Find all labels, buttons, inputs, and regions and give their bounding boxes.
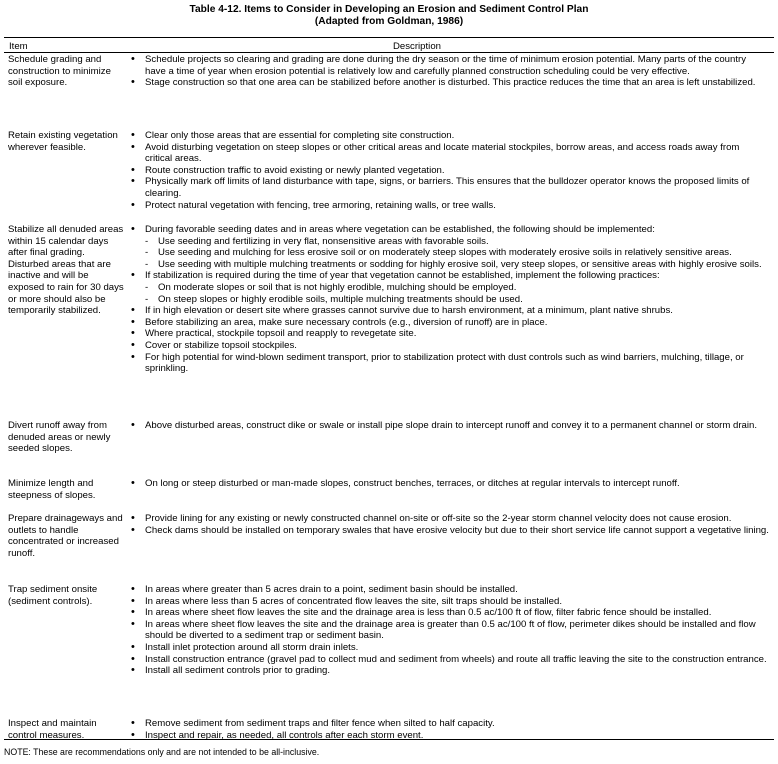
bullet-item: • Provide lining for any existing or newly constructed channel on-site or off-site so the 2-year storm channel velocity does not cause erosion. [131,513,769,525]
bullet-item: • Protect natural vegetation with fencing, tree armoring, retaining walls, or tree walls. [131,200,769,212]
bullet-item: • Clear only those areas that are essential for completing site construction. [131,130,769,142]
item-cell: Inspect and maintain control measures. [8,718,97,741]
item-cell: Divert runoff away from denuded areas or newly seeded slopes. [8,420,111,455]
footnote: NOTE: These are recommendations only and are not intended to be all-inclusive. [4,747,320,757]
item-cell: Minimize length and steepness of slopes. [8,478,96,501]
sub-item: - Use seeding with multiple mulching treatments or sodding for highly erosive soil, very steep slopes, or sensitive areas with highly erosive soils. [131,259,769,271]
table-row [0,478,778,501]
description-cell [131,513,769,536]
description-cell [131,718,769,741]
header-rule [4,52,774,53]
table-row [0,420,778,455]
bullet-item: • Physically mark off limits of land disturbance with tape, signs, or barriers. This ensures that the bulldozer operator knows the proposed limits of clearing. [131,176,769,199]
table-row [0,130,778,211]
bullet-item: • Stage construction so that one area can be stabilized before another is disturbed. This practice reduces the time that an area is left unstabilized. [131,77,769,89]
table-title-line2: (Adapted from Goldman, 1986) [314,16,464,28]
bullet-item: • In areas where greater than 5 acres drain to a point, sediment basin should be installed. [131,584,769,596]
bullet-item: • In areas where sheet flow leaves the site and the drainage area is less than 0.5 ac/100 ft of flow, filter fabric fence should be installed. [131,607,769,619]
bullet-item: • Cover or stabilize topsoil stockpiles. [131,340,769,352]
description-cell [131,478,769,490]
description-cell [131,224,769,375]
bullet-item: • Install all sediment controls prior to grading. [131,665,769,677]
top-rule [4,37,774,38]
table-row [0,54,778,89]
description-cell [131,130,769,211]
item-cell: Schedule grading and construction to minimize soil exposure. [8,54,111,89]
bullet-item: • Check dams should be installed on temporary swales that have erosive velocity but due to their short service life cannot support a vegetative lining. [131,525,769,537]
bullet-item: • Schedule projects so clearing and grading are done during the dry season or the time of minimum erosion potential. Many parts of the country have a time of year when erosion potential is relatively low and carefully planned construction scheduling could be very effective. [131,54,769,77]
bullet-item: • Install construction entrance (gravel pad to collect mud and sediment from wheels) and route all traffic leaving the site to the construction entrance. [131,654,769,666]
bullet-item: • Where practical, stockpile topsoil and reapply to revegetate site. [131,328,769,340]
item-cell: Trap sediment onsite (sediment controls). [8,584,98,607]
sub-item: - On steep slopes or highly erodible soils, multiple mulching treatments should be used. [131,294,769,306]
bullet-item: • Before stabilizing an area, make sure necessary controls (e.g., diversion of runoff) are in place. [131,317,769,329]
sub-item: - Use seeding and mulching for less erosive soil or on moderately steep slopes with moderately erosive soils in relatively sensitive areas. [131,247,769,259]
bullet-item: • Remove sediment from sediment traps and filter fence when silted to half capacity. [131,718,769,730]
item-cell: Prepare drainageways and outlets to handle concentrated or increased runoff. [8,513,123,559]
bullet-item: • During favorable seeding dates and in areas where vegetation can be established, the following should be implemented: [131,224,769,236]
table-row [0,584,778,677]
bullet-item: • Install inlet protection around all storm drain inlets. [131,642,769,654]
table-title-line1: Table 4-12. Items to Consider in Developing an Erosion and Sediment Control Plan [189,4,589,15]
bullet-item: • If stabilization is required during the time of year that vegetation cannot be established, implement the following practices: [131,270,769,282]
table-row [0,718,778,741]
bullet-item: • On long or steep disturbed or man-made slopes, construct benches, terraces, or ditches at regular intervals to intercept runoff. [131,478,769,490]
item-cell: Stabilize all denuded areas within 15 calendar days after final grading. Disturbed areas that are inactive and will be exposed to rain for 30 days or more should also be temporarily stabilized. [8,224,124,317]
bullet-item: • Above disturbed areas, construct dike or swale or install pipe slope drain to intercept runoff and convey it to a permanent channel or storm drain. [131,420,769,432]
bullet-item: • Avoid disturbing vegetation on steep slopes or other critical areas and locate material stockpiles, borrow areas, and access roads away from critical areas. [131,142,769,165]
table-row [0,513,778,559]
column-header-description: Description [393,41,441,52]
bullet-item: • For high potential for wind-blown sediment transport, prior to stabilization protect with dust controls such as wind barriers, mulching, tillage, or sprinkling. [131,352,769,375]
description-cell [131,54,769,89]
description-cell [131,420,769,432]
table-title [0,4,778,28]
sub-item: - On moderate slopes or soil that is not highly erodible, mulching should be employed. [131,282,769,294]
bullet-item: • If in high elevation or desert site where grasses cannot survive due to harsh environment, at a minimum, plant native shrubs. [131,305,769,317]
bottom-rule [4,739,774,740]
bullet-item: • In areas where sheet flow leaves the site and the drainage area is greater than 0.5 ac/100 ft of flow, perimeter dikes should be installed and flow should be diverted to a sediment trap or sediment basin. [131,619,769,642]
item-cell: Retain existing vegetation wherever feasible. [8,130,118,153]
description-cell [131,584,769,677]
sub-item: - Use seeding and fertilizing in very flat, nonsensitive areas with favorable soils. [131,236,769,248]
column-header-item: Item [9,41,28,52]
table-row [0,224,778,375]
bullet-item: • Inspect and repair, as needed, all controls after each storm event. [131,730,769,742]
bullet-item: • Route construction traffic to avoid existing or newly planted vegetation. [131,165,769,177]
bullet-item: • In areas where less than 5 acres of concentrated flow leaves the site, silt traps should be installed. [131,596,769,608]
